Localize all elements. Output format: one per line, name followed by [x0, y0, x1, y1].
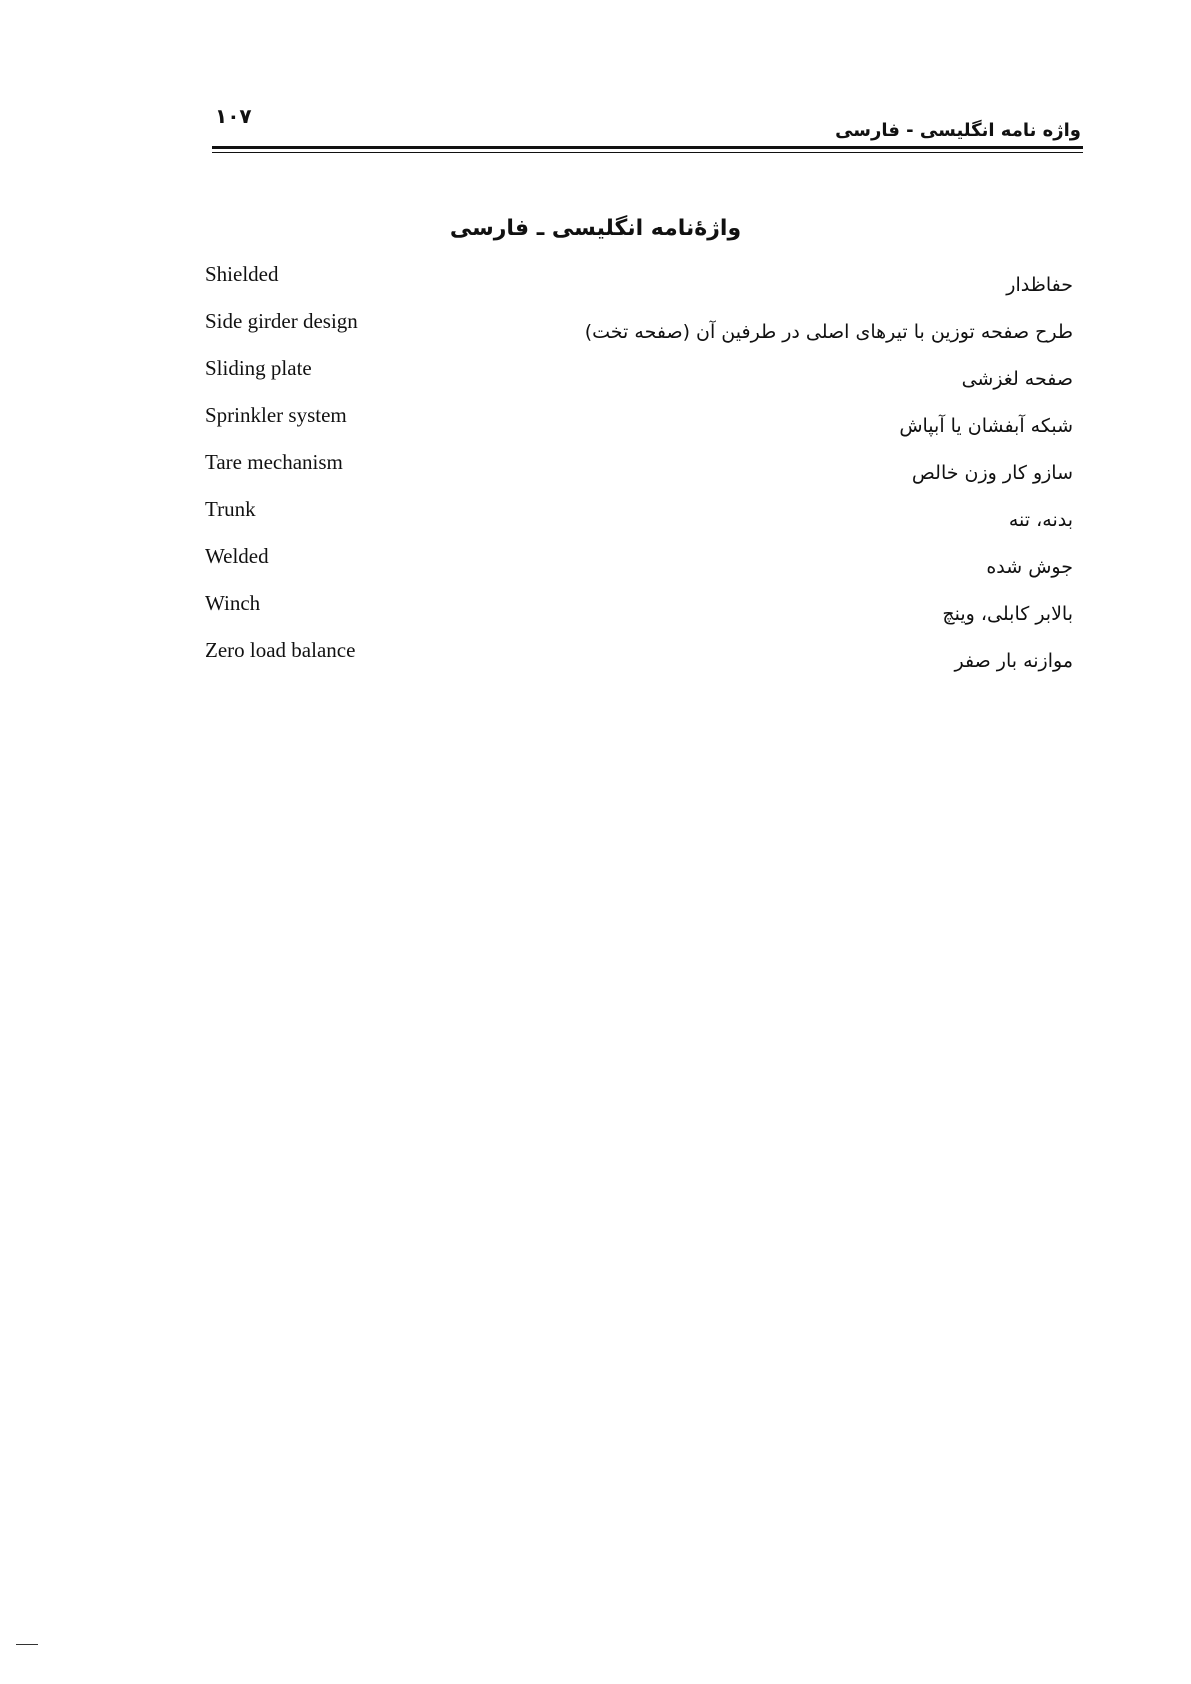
term-english: Trunk: [205, 497, 256, 521]
section-title: واژۀنامه انگلیسی ـ فارسی: [449, 216, 742, 241]
term-persian: بدنه، تنه: [1008, 509, 1073, 531]
glossary-row: [205, 497, 1085, 544]
term-persian: بالابر کابلی، وینچ: [942, 603, 1073, 625]
running-header: واژه نامه انگلیسی - فارسی: [835, 120, 1081, 141]
glossary-row: [205, 262, 1085, 309]
term-english: Welded: [205, 544, 269, 568]
term-persian: طرح صفحه توزین با تیرهای اصلی در طرفین آن (صفحه تخت): [584, 321, 1073, 343]
term-persian: صفحه لغزشی: [961, 368, 1073, 390]
term-english: Sprinkler system: [205, 403, 347, 427]
term-english: Tare mechanism: [205, 450, 343, 474]
term-english: Winch: [205, 591, 261, 615]
page-number: ۱۰۷: [215, 104, 252, 128]
glossary-row: [205, 309, 1085, 356]
term-persian: جوش شده: [986, 556, 1073, 578]
glossary-row: [205, 591, 1085, 638]
term-persian: شبکه آبفشان یا آبپاش: [899, 415, 1073, 437]
scan-mark: [16, 1644, 38, 1645]
glossary-list: [205, 262, 1085, 685]
term-english: Sliding plate: [205, 356, 312, 380]
glossary-row: [205, 544, 1085, 591]
glossary-row: [205, 356, 1085, 403]
glossary-row: [205, 403, 1085, 450]
term-english: Side girder design: [205, 309, 358, 333]
term-persian: حفاظدار: [1006, 274, 1073, 296]
term-persian: سازو کار وزن خالص: [911, 462, 1073, 484]
term-english: Zero load balance: [205, 638, 356, 662]
glossary-row: [205, 450, 1085, 497]
term-persian: موازنه بار صفر: [954, 650, 1073, 672]
glossary-row: [205, 638, 1085, 685]
header-rule-thin: [212, 152, 1083, 153]
header-rule: [212, 146, 1083, 149]
term-english: Shielded: [205, 262, 279, 286]
